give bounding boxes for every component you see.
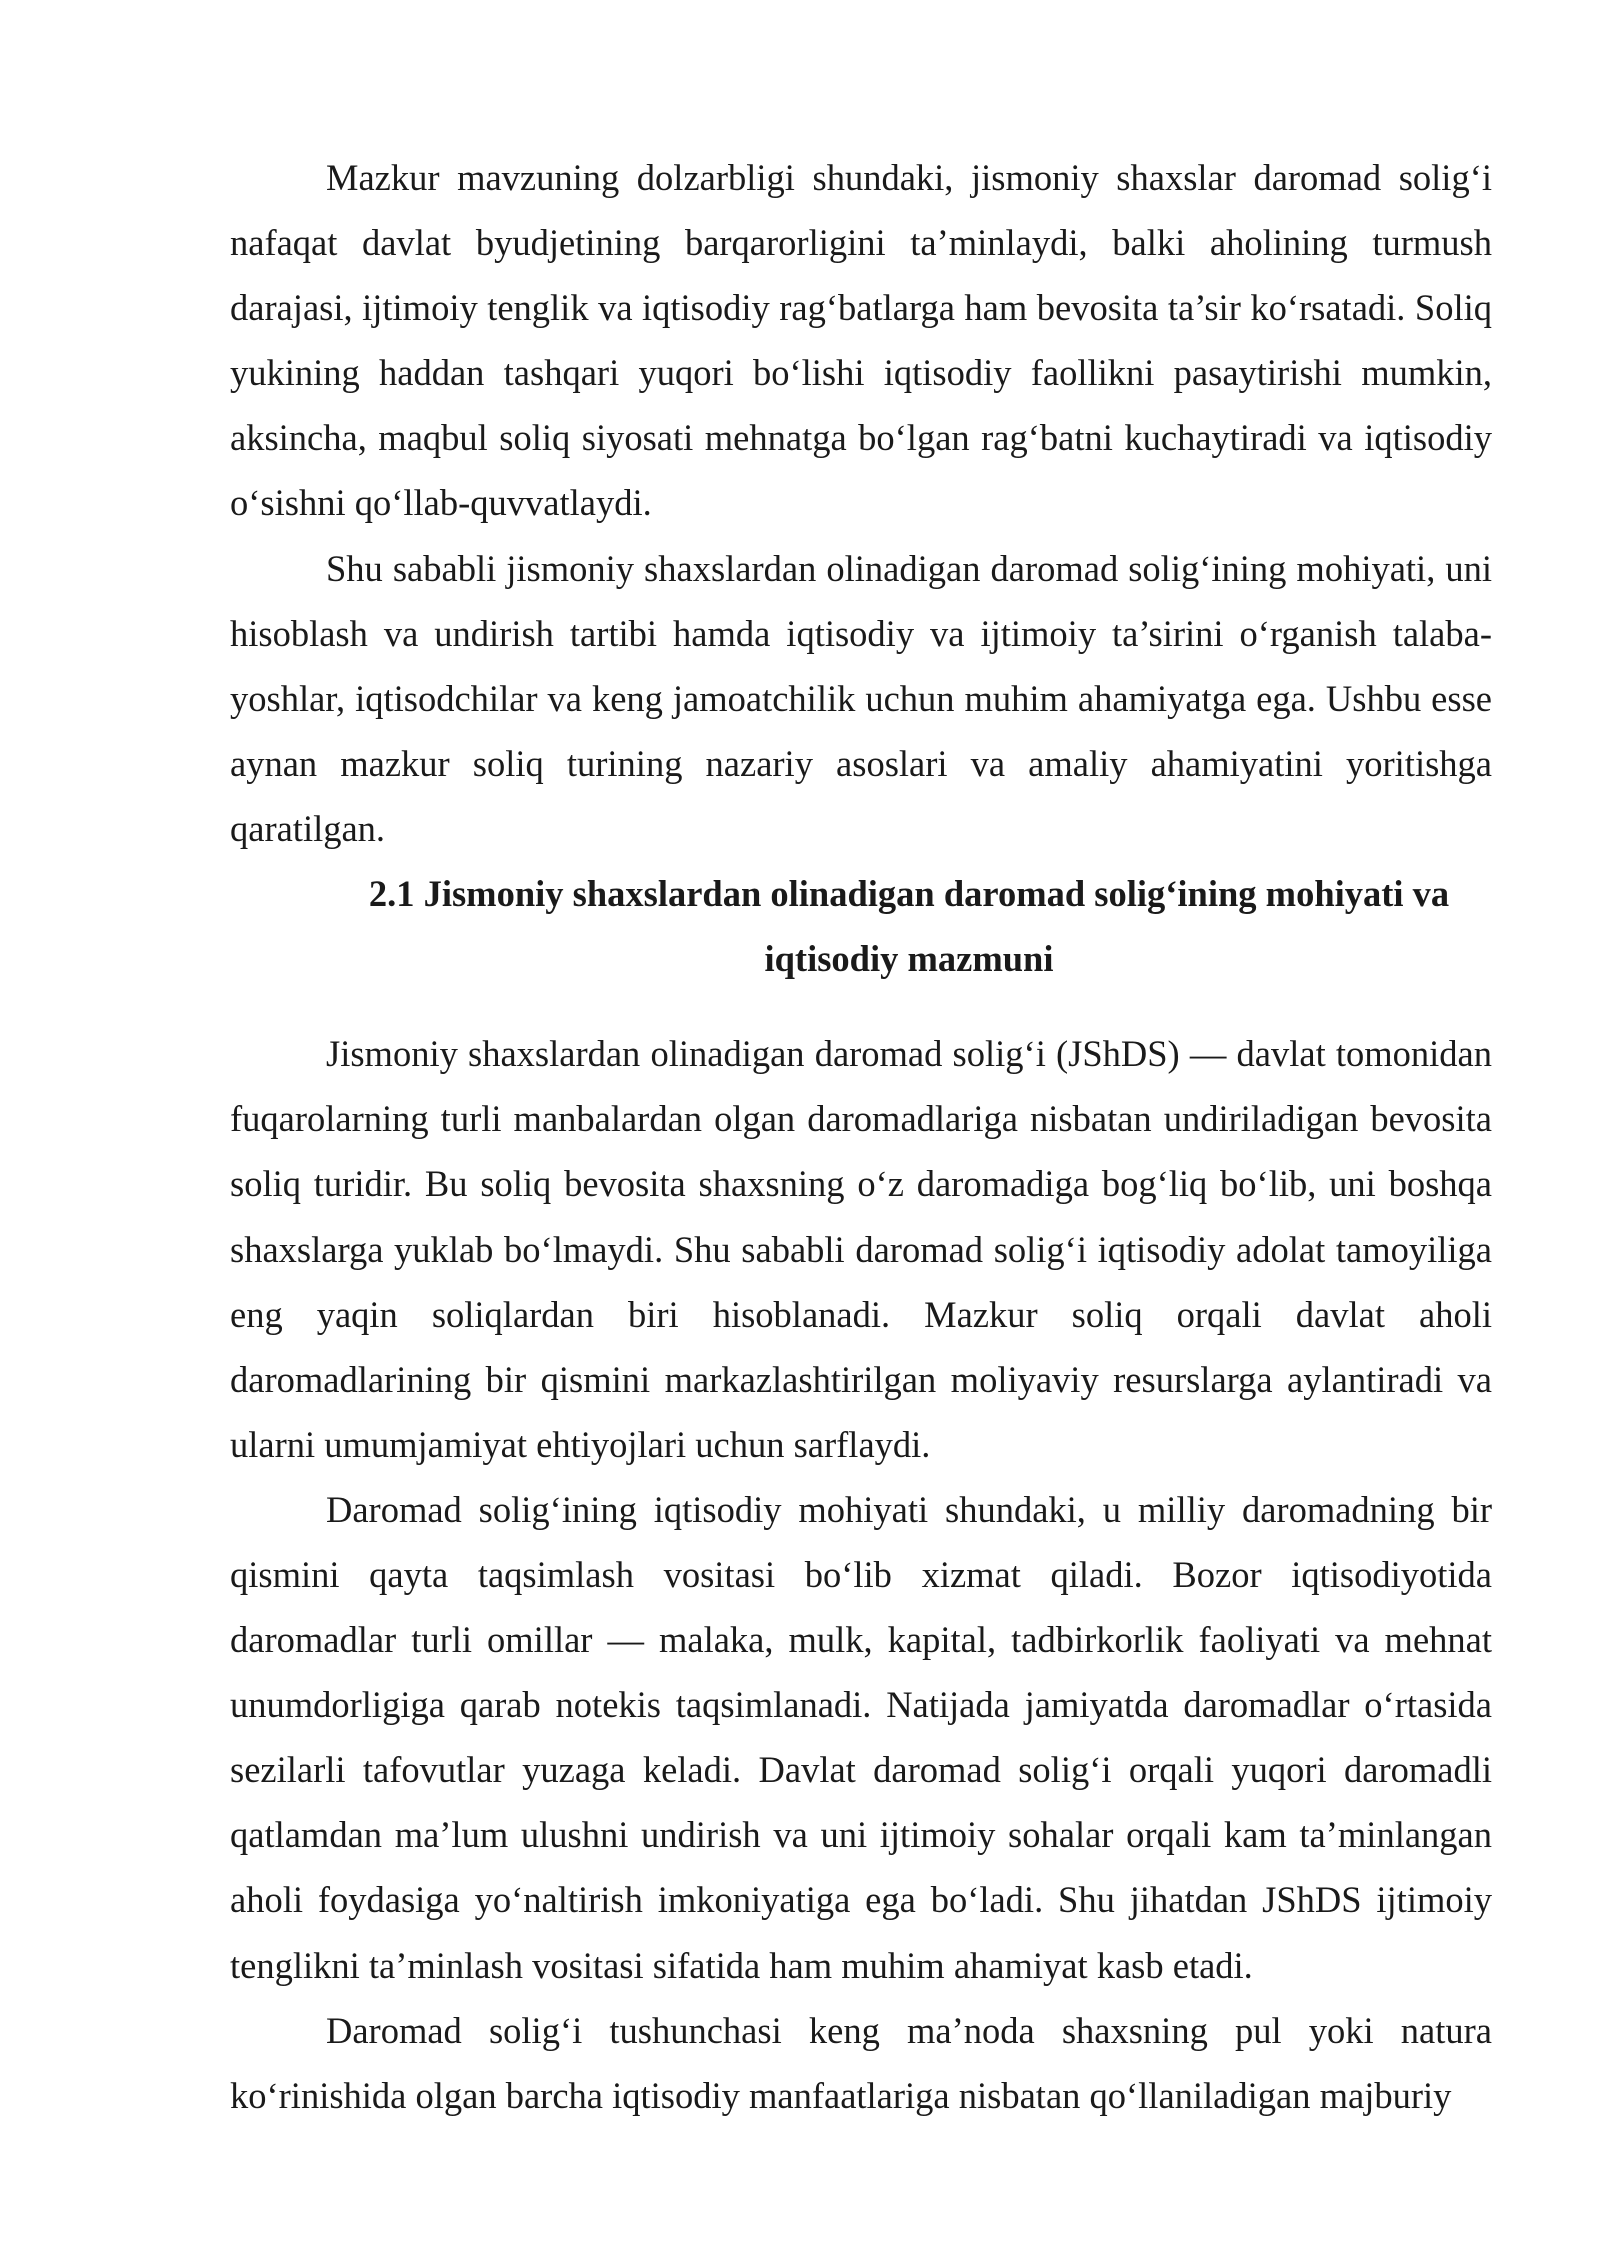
document-body (230, 145, 1492, 2128)
paragraph-concept: Daromad solig‘i tushunchasi keng ma’noda shaxsning pul yoki natura ko‘rinishida olgan barcha iqtisodiy manfaatlariga nisbatan qo‘llaniladigan majburiy (230, 2009, 1492, 2116)
paragraph-economic-essence: Daromad solig‘ining iqtisodiy mohiyati shundaki, u milliy daromadning bir qismini qayta taqsimlash vositasi bo‘lib xizmat qiladi. Bozor iqtisodiyotida daromadlar turli omillar — malaka, mulk, kapital, tadbirkorlik faoliyati va mehnat unumdorligiga qarab notekis taqsimlanadi. Natijada jamiyatda daromadlar o‘rtasida sezilarli tafovutlar yuzaga keladi. Davlat daromad solig‘i orqali yuqori daromadli qatlamdan ma’lum ulushni undirish va uni ijtimoiy sohalar orqali kam ta’minlangan aholi foydasiga yo‘naltirish imkoniyatiga ega bo‘ladi. Shu jihatdan JShDS ijtimoiy tenglikni ta’minlash vositasi sifatida ham muhim ahamiyat kasb etadi. (230, 1488, 1492, 1986)
paragraph-definition: Jismoniy shaxslardan olinadigan daromad solig‘i (JShDS) — davlat tomonidan fuqarolarning turli manbalardan olgan daromadlariga nisbatan undiriladigan bevosita soliq turidir. Bu soliq bevosita shaxsning o‘z daromadiga bog‘liq bo‘lib, uni boshqa shaxslarga yuklab bo‘lmaydi. Shu sababli daromad solig‘i iqtisodiy adolat tamoyiliga eng yaqin soliqlardan biri hisoblanadi. Mazkur soliq orqali davlat aholi daromadlarining bir qismini markazlashtirilgan moliyaviy resurslarga aylantiradi va ularni umumjamiyat ehtiyojlari uchun sarflaydi. (230, 1033, 1492, 1465)
section-heading: 2.1 Jismoniy shaxslardan olinadigan daromad solig‘ining mohiyati va iqtisodiy mazmuni (368, 873, 1450, 980)
paragraph-relevance: Mazkur mavzuning dolzarbligi shundaki, jismoniy shaxslar daromad solig‘i nafaqat davlat byudjetining barqarorligini ta’minlaydi, balki aholining turmush darajasi, ijtimoiy tenglik va iqtisodiy rag‘batlarga ham bevosita ta’sir ko‘rsatadi. Soliq yukining haddan tashqari yuqori bo‘lishi iqtisodiy faollikni pasaytirishi mumkin, aksincha, maqbul soliq siyosati mehnatga bo‘lgan rag‘batni kuchaytiradi va iqtisodiy o‘sishni qo‘llab-quvvatlaydi. (230, 157, 1492, 524)
paragraph-purpose: Shu sababli jismoniy shaxslardan olinadigan daromad solig‘ining mohiyati, uni hisoblash va undirish tartibi hamda iqtisodiy va ijtimoiy ta’sirini o‘rganish talaba-yoshlar, iqtisodchilar va keng jamoatchilik uchun muhim ahamiyatga ega. Ushbu esse aynan mazkur soliq turining nazariy asoslari va amaliy ahamiyatini yoritishga qaratilgan. (230, 547, 1492, 849)
heading-spacer (230, 991, 1492, 1021)
